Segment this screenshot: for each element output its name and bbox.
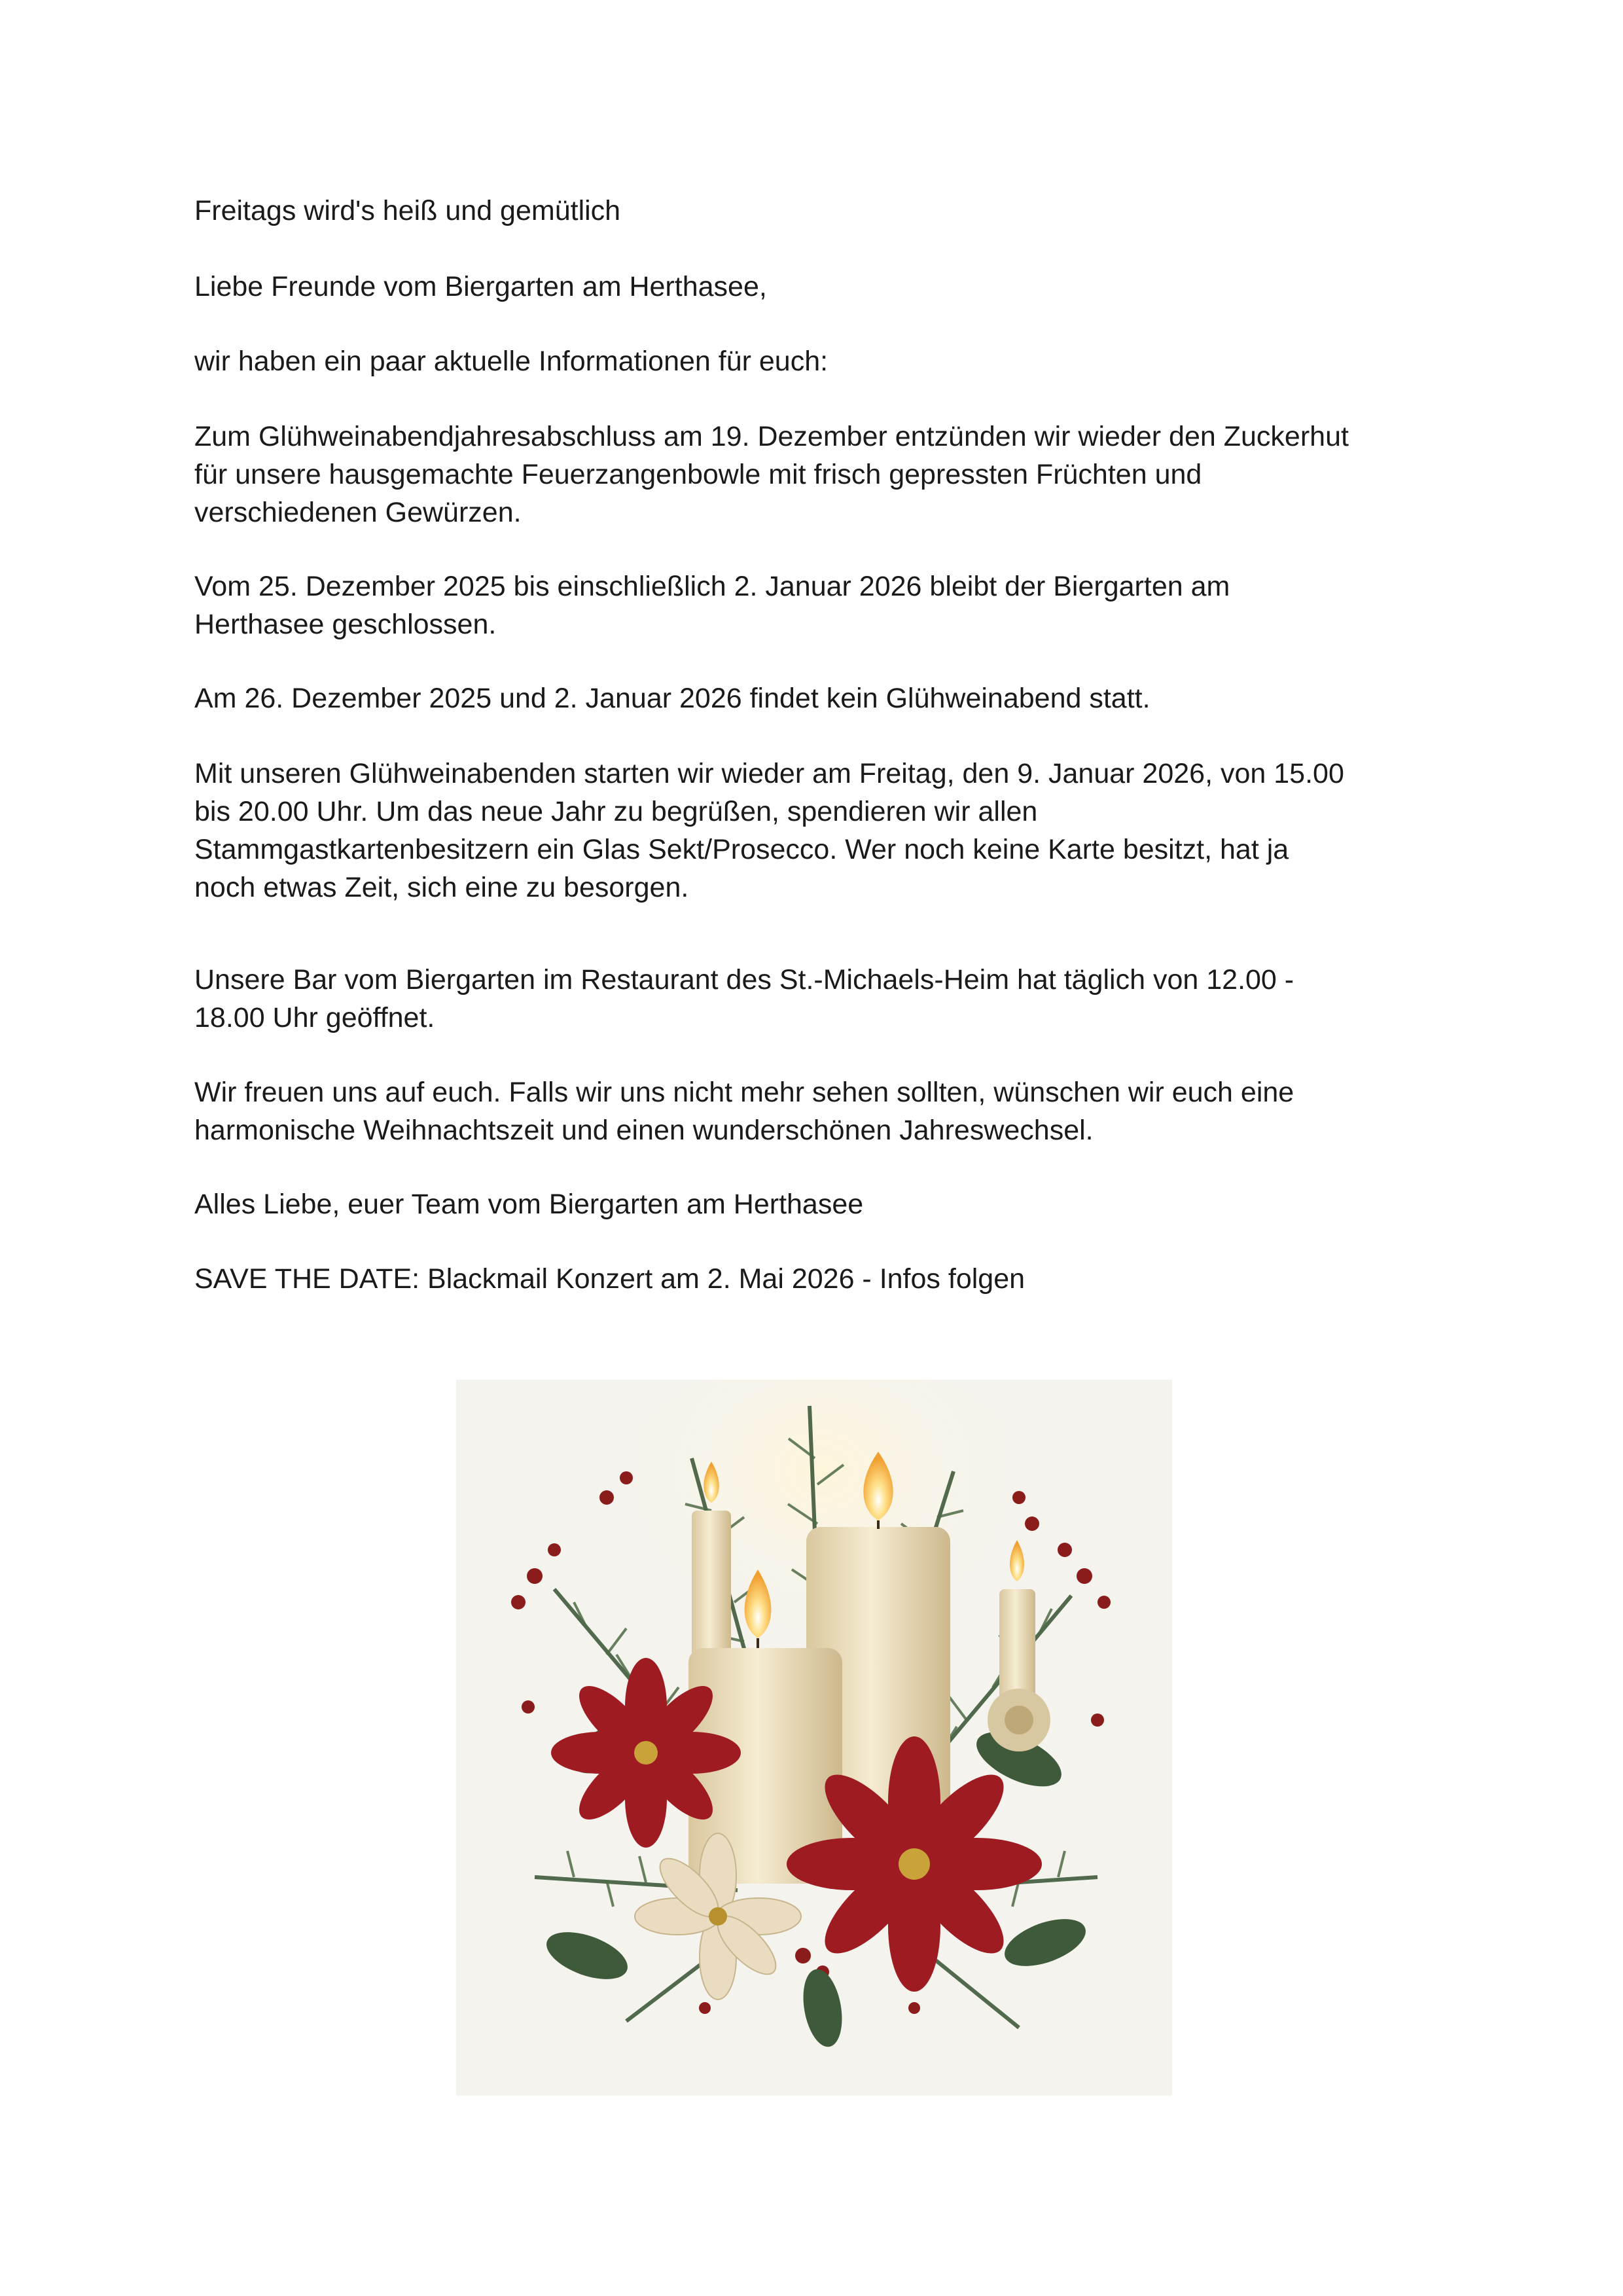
- greeting-line: Liebe Freunde vom Biergarten am Herthasee,: [194, 271, 767, 302]
- paragraph-line: harmonische Weihnachtszeit und einen wunderschönen Jahreswechsel.: [194, 1115, 1094, 1146]
- candles-wreath-graphic: [456, 1380, 1172, 2096]
- paragraph-line: Wir freuen uns auf euch. Falls wir uns nicht mehr sehen sollten, wünschen wir euch eine: [194, 1077, 1294, 1108]
- paragraph-line: Herthasee geschlossen.: [194, 609, 497, 640]
- closing-signature: Alles Liebe, euer Team vom Biergarten am Herthasee: [194, 1189, 864, 1220]
- paragraph-line: Mit unseren Glühweinabenden starten wir wieder am Freitag, den 9. Januar 2026, von 15.00: [194, 758, 1344, 789]
- christmas-candles-illustration: [456, 1380, 1172, 2096]
- paragraph-line: verschiedenen Gewürzen.: [194, 497, 522, 528]
- paragraph-line: bis 20.00 Uhr. Um das neue Jahr zu begrüßen, spendieren wir allen: [194, 796, 1038, 827]
- intro-line: wir haben ein paar aktuelle Informationen für euch:: [194, 346, 829, 377]
- paragraph-line: Unsere Bar vom Biergarten im Restaurant des St.-Michaels-Heim hat täglich von 12.00 -: [194, 964, 1294, 996]
- paragraph-wishes: [194, 1073, 1438, 1149]
- save-the-date-line: SAVE THE DATE: Blackmail Konzert am 2. Mai 2026 - Infos folgen: [194, 1263, 1026, 1295]
- paragraph-no-gluehweinabend: Am 26. Dezember 2025 und 2. Januar 2026 findet kein Glühweinabend statt.: [194, 683, 1150, 714]
- paragraph-gluehwein-jahresabschluss: [194, 418, 1438, 531]
- paragraph-line: Vom 25. Dezember 2025 bis einschließlich 2. Januar 2026 bleibt der Biergarten am: [194, 571, 1230, 602]
- paragraph-line: noch etwas Zeit, sich eine zu besorgen.: [194, 872, 689, 903]
- paragraph-bar-hours: [194, 961, 1438, 1037]
- paragraph-restart: [194, 755, 1438, 906]
- document-heading: Freitags wird's heiß und gemütlich: [194, 195, 621, 226]
- paragraph-closing-dates: [194, 567, 1438, 643]
- paragraph-line: für unsere hausgemachte Feuerzangenbowle mit frisch gepressten Früchten und: [194, 459, 1202, 490]
- paragraph-line: Zum Glühweinabendjahresabschluss am 19. Dezember entzünden wir wieder den Zuckerhut: [194, 421, 1349, 452]
- paragraph-line: Stammgastkartenbesitzern ein Glas Sekt/Prosecco. Wer noch keine Karte besitzt, hat ja: [194, 834, 1289, 865]
- paragraph-line: 18.00 Uhr geöffnet.: [194, 1002, 435, 1033]
